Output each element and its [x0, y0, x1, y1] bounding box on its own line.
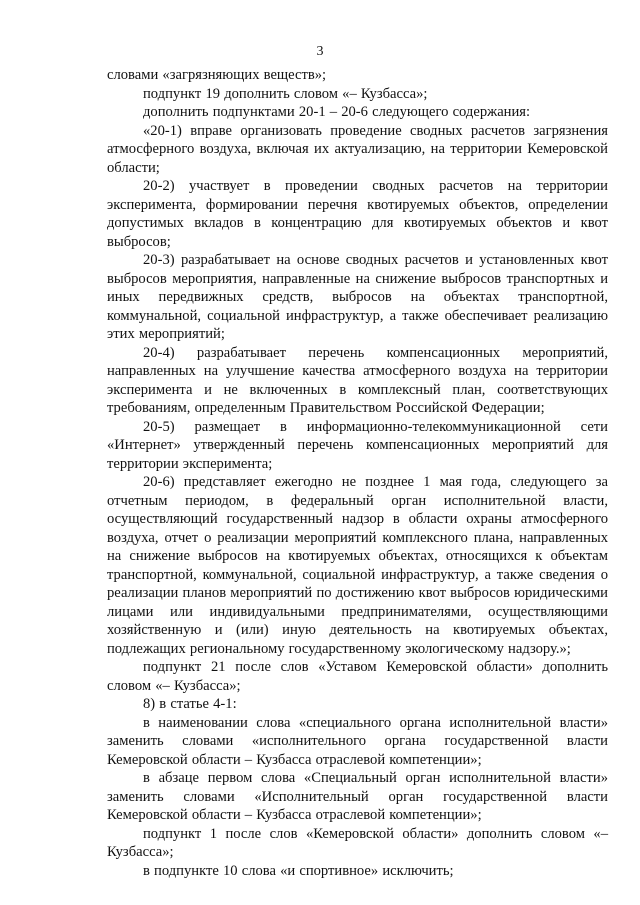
paragraph: подпункт 19 дополнить словом «– Кузбасса»; [143, 85, 428, 102]
paragraph: подпункт 21 после слов «Уставом Кемеровской области» дополнить словом «– Кузбасса»; [107, 659, 608, 694]
paragraph: 20-5) размещает в информационно-телекоммуникационной сети «Интернет» утвержденный перечень компенсационных мероприятий для территории эксперимента; [107, 418, 608, 472]
paragraph: 20-4) разрабатывает перечень компенсационных мероприятий, направленных на улучшение качества атмосферного воздуха на территории эксперимента и не включенных в комплексный план, соответствующих требованиям, определенным Правительством Российской Федерации; [107, 344, 608, 416]
paragraph: 20-3) разрабатывает на основе сводных расчетов и установленных квот выбросов мероприятия, направленные на снижение выбросов транспортных и иных передвижных средств, выбросов на объектах транспортной, коммунальной, социальной инфраструктур, а также обеспечивает реализацию этих мероприятий; [107, 252, 608, 342]
document-body [107, 66, 608, 880]
paragraph: 8) в статье 4-1: [143, 696, 237, 712]
paragraph: в наименовании слова «специального органа исполнительной власти» заменить словами «исполнительного органа государственной власти Кемеровской области – Кузбасса отраслевой компетенции»; [107, 714, 608, 768]
paragraph: «20-1) вправе организовать проведение сводных расчетов загрязнения атмосферного воздуха, включая их актуализацию, на территории Кемеровской области; [107, 122, 608, 176]
paragraph: дополнить подпунктами 20-1 – 20-6 следующего содержания: [143, 104, 531, 120]
paragraph: 20-2) участвует в проведении сводных расчетов на территории эксперимента, формировании перечня квотируемых объектов, определении допустимых вкладов в концентрацию для квотируемых объектов и квот выбросов; [107, 178, 608, 250]
page-number: 3 [316, 44, 324, 59]
paragraph: 20-6) представляет ежегодно не позднее 1 мая года, следующего за отчетным периодом, в федеральный орган исполнительной власти, осуществляющий государственный надзор в области охраны атмосферного воздуха, отчет о реализации мероприятий комплексного плана, направленных на снижение выбросов на квотируемых объектах, относящихся к объектам транспортной, коммунальной, социальной инфраструктур, а также сведения о реализации планов мероприятий по достижению квот выбросов юридическими лицами или индивидуальными предпринимателями, осуществляющими хозяйственную и (или) иную деятельность на квотируемых объектах, подлежащих региональному государственному экологическому надзору.»; [107, 474, 608, 657]
paragraph: словами «загрязняющих веществ»; [107, 67, 327, 83]
paragraph: подпункт 1 после слов «Кемеровской области» дополнить словом «– Кузбасса»; [107, 825, 608, 860]
paragraph: в подпункте 10 слова «и спортивное» исключить; [143, 862, 454, 879]
paragraph: в абзаце первом слова «Специальный орган исполнительной власти» заменить словами «Исполнительный орган государственной власти Кемеровской области – Кузбасса отраслевой компетенции»; [107, 770, 608, 823]
